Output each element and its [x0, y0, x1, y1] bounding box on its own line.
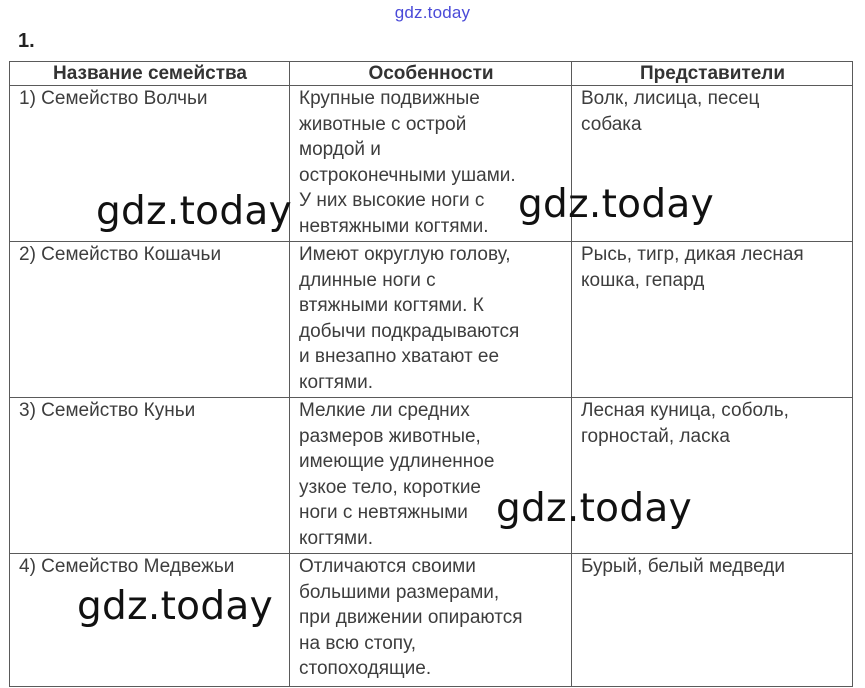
family-features: Отличаются своими большими размерами, при движении опираются на всю стопу, стопоходящие.: [299, 556, 523, 679]
family-cell: [10, 242, 290, 398]
family-name: 4) Семейство Медвежьи: [19, 556, 235, 577]
family-name: 2) Семейство Кошачьи: [19, 244, 222, 265]
family-representatives: Лесная куница, соболь, горностай, ласка: [581, 400, 789, 447]
family-representatives: Волк, лисица, песец собака: [581, 88, 760, 135]
family-cell: [10, 398, 290, 554]
features-cell: [290, 398, 572, 554]
watermark: gdz.today: [496, 486, 692, 531]
family-name: 1) Семейство Волчьи: [19, 88, 208, 109]
representatives-cell: [572, 86, 853, 242]
watermark: gdz.today: [96, 189, 292, 234]
watermark: gdz.today: [77, 584, 273, 629]
table-row: [10, 242, 853, 398]
family-features: Крупные подвижные животные с острой мордой и остроконечными ушами. У них высокие ноги с невтяжными когтями.: [299, 88, 516, 237]
family-name: 3) Семейство Куньи: [19, 400, 196, 421]
family-features: Мелкие ли средних размеров животные, имеющие удлиненное узкое тело, короткие ноги с невтяжными когтями.: [299, 400, 495, 549]
column-header-features: Особенности: [290, 62, 572, 86]
table-row: [10, 398, 853, 554]
family-cell: [10, 554, 290, 687]
features-cell: [290, 242, 572, 398]
family-representatives: Бурый, белый медведи: [581, 556, 785, 577]
task-number: 1.: [18, 30, 35, 52]
families-table: [9, 61, 853, 687]
column-header-representatives: Представители: [572, 62, 853, 86]
representatives-cell: [572, 398, 853, 554]
family-representatives: Рысь, тигр, дикая лесная кошка, гепард: [581, 244, 804, 291]
table-row: [10, 554, 853, 687]
family-features: Имеют округлую голову, длинные ноги с втяжными когтями. К добычи подкрадываются и внезапно хватают ее когтями.: [299, 244, 520, 393]
features-cell: [290, 86, 572, 242]
representatives-cell: [572, 242, 853, 398]
column-header-family: Название семейства: [10, 62, 290, 86]
features-cell: [290, 554, 572, 687]
site-header-link[interactable]: gdz.today: [394, 3, 471, 22]
table-header-row: [10, 62, 853, 86]
table-row: [10, 86, 853, 242]
representatives-cell: [572, 554, 853, 687]
family-cell: [10, 86, 290, 242]
watermark: gdz.today: [518, 182, 714, 227]
